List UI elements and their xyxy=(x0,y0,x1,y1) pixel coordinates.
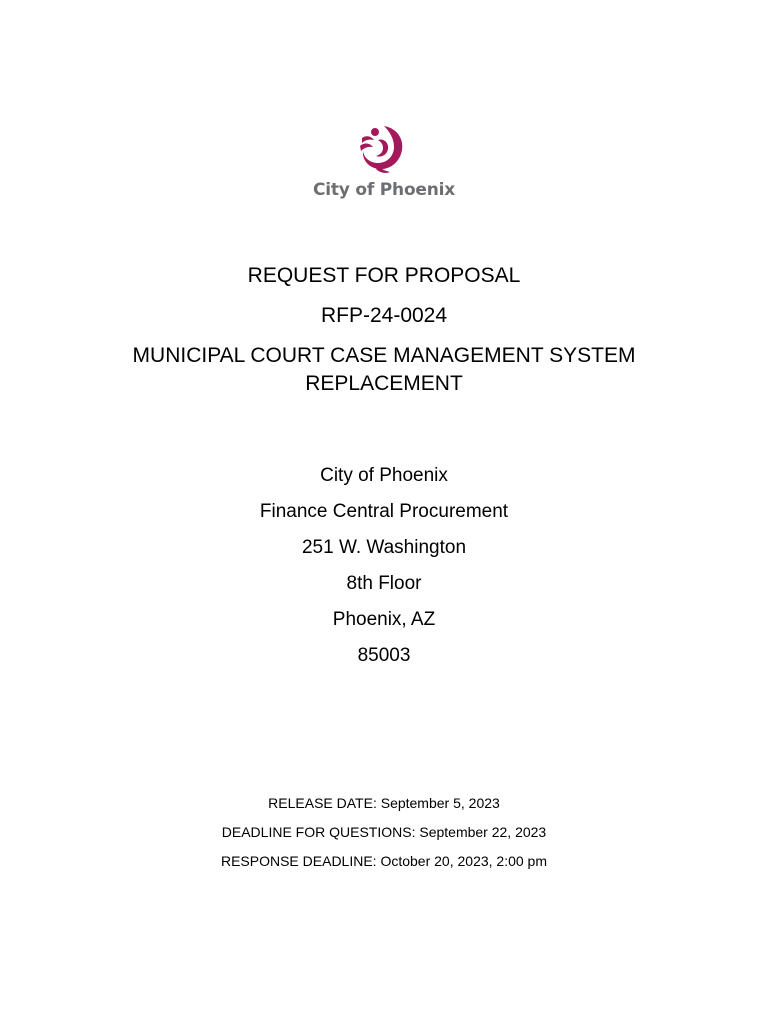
dates-block xyxy=(0,794,768,881)
title-block xyxy=(0,262,768,398)
city-logo xyxy=(0,118,768,200)
address-floor: 8th Floor xyxy=(346,573,422,594)
response-deadline: RESPONSE DEADLINE: October 20, 2023, 2:00 pm xyxy=(220,853,548,869)
address-city-state: Phoenix, AZ xyxy=(332,609,436,630)
phoenix-bird-icon xyxy=(354,118,414,178)
release-date: RELEASE DATE: September 5, 2023 xyxy=(268,795,500,811)
address-block xyxy=(0,464,768,680)
address-department: Finance Central Procurement xyxy=(259,501,509,522)
rfp-number: RFP-24-0024 xyxy=(320,304,448,327)
address-org: City of Phoenix xyxy=(320,465,448,486)
logo-text: City of Phoenix xyxy=(312,180,456,200)
questions-deadline: DEADLINE FOR QUESTIONS: September 22, 2023 xyxy=(221,824,547,840)
project-title: MUNICIPAL COURT CASE MANAGEMENT SYSTEM REPLACEMENT xyxy=(132,344,636,395)
address-zip: 85003 xyxy=(357,645,411,666)
document-type-heading: REQUEST FOR PROPOSAL xyxy=(247,264,521,287)
address-street: 251 W. Washington xyxy=(301,537,467,558)
